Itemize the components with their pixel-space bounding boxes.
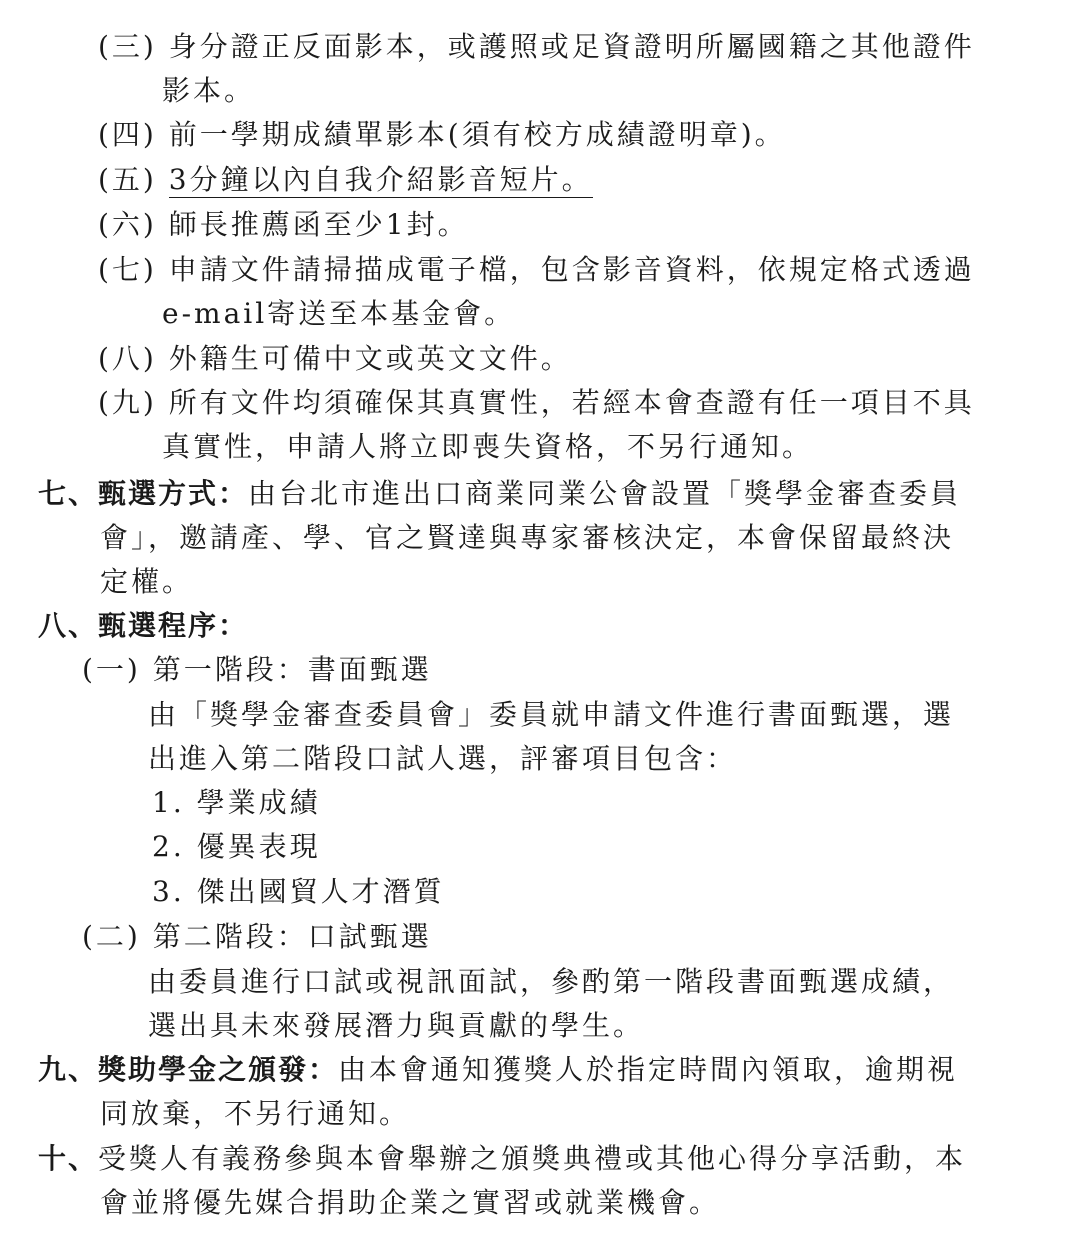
item-9-line-1 bbox=[98, 386, 975, 420]
item-6-text: 師長推薦函至少1封。 bbox=[168, 208, 469, 241]
item-6 bbox=[98, 208, 469, 242]
stage-2-text-line-1: 由委員進行口試或視訊面試，參酌第一階段書面甄選成績， bbox=[148, 965, 955, 998]
item-3-number: (三) bbox=[98, 30, 157, 63]
section-8-heading: 八、甄選程序： bbox=[38, 609, 249, 642]
section-8-heading-line bbox=[38, 609, 248, 643]
section-9-line-2: 同放棄，不另行通知。 bbox=[100, 1097, 411, 1130]
item-7-text: 申請文件請掃描成電子檔，包含影音資料，依規定格式透過 bbox=[168, 253, 975, 286]
criteria-item-1: 1. 學業成績 bbox=[152, 786, 321, 819]
section-7-line-2: 會」，邀請產、學、官之賢達與專家審核決定，本會保留最終決 bbox=[100, 521, 955, 554]
section-10-line-2: 會並將優先媒合捐助企業之實習或就業機會。 bbox=[100, 1186, 721, 1219]
stage-2-text-line-2: 選出具未來發展潛力與貢獻的學生。 bbox=[148, 1009, 645, 1042]
section-7-heading: 七、甄選方式： bbox=[38, 477, 249, 510]
section-10-heading: 十、 bbox=[38, 1142, 99, 1175]
item-8 bbox=[98, 342, 572, 376]
section-7-line-3: 定權。 bbox=[100, 565, 194, 598]
item-7-number: (七) bbox=[98, 253, 157, 286]
item-5-text: 3分鐘以內自我介紹影音短片。 bbox=[168, 163, 593, 196]
section-9-text: 由本會通知獲獎人於指定時間內領取，逾期視 bbox=[338, 1053, 959, 1086]
stage-2-title: (二) 第二階段：口試甄選 bbox=[82, 920, 432, 953]
stage-1-text-line-1: 由「獎學金審查委員會」委員就申請文件進行書面甄選，選 bbox=[148, 698, 955, 731]
item-3-text: 身分證正反面影本，或護照或足資證明所屬國籍之其他證件 bbox=[168, 30, 975, 63]
item-6-number: (六) bbox=[98, 208, 157, 241]
item-3-line-1 bbox=[98, 30, 975, 64]
item-5 bbox=[98, 163, 593, 197]
item-4-text: 前一學期成績單影本(須有校方成績證明章)。 bbox=[168, 118, 786, 151]
section-9-line-1 bbox=[38, 1053, 958, 1087]
criteria-item-2: 2. 優異表現 bbox=[152, 830, 321, 863]
item-5-number: (五) bbox=[98, 163, 157, 196]
item-3-line-2: 影本。 bbox=[162, 74, 256, 107]
item-9-number: (九) bbox=[98, 386, 157, 419]
section-7-text: 由台北市進出口商業同業公會設置「獎學金審查委員 bbox=[248, 477, 962, 510]
item-7-line-2: e-mail寄送至本基金會。 bbox=[162, 297, 516, 330]
section-10-line-1 bbox=[38, 1142, 966, 1176]
stage-1-title: (一) 第一階段：書面甄選 bbox=[82, 653, 432, 686]
item-4-number: (四) bbox=[98, 118, 157, 151]
criteria-item-3: 3. 傑出國貿人才潛質 bbox=[152, 875, 445, 908]
item-8-number: (八) bbox=[98, 342, 157, 375]
section-9-heading: 九、獎助學金之頒發： bbox=[38, 1053, 339, 1086]
item-7-line-1 bbox=[98, 253, 975, 287]
section-10-text: 受獎人有義務參與本會舉辦之頒獎典禮或其他心得分享活動，本 bbox=[98, 1142, 967, 1175]
item-9-line-2: 真實性，申請人將立即喪失資格，不另行通知。 bbox=[162, 430, 814, 463]
item-8-text: 外籍生可備中文或英文文件。 bbox=[168, 342, 572, 375]
section-7-line-1 bbox=[38, 477, 961, 511]
item-9-text: 所有文件均須確保其真實性，若經本會查證有任一項目不具 bbox=[168, 386, 975, 419]
stage-1-text-line-2: 出進入第二階段口試人選，評審項目包含： bbox=[148, 742, 738, 775]
item-4 bbox=[98, 118, 786, 152]
